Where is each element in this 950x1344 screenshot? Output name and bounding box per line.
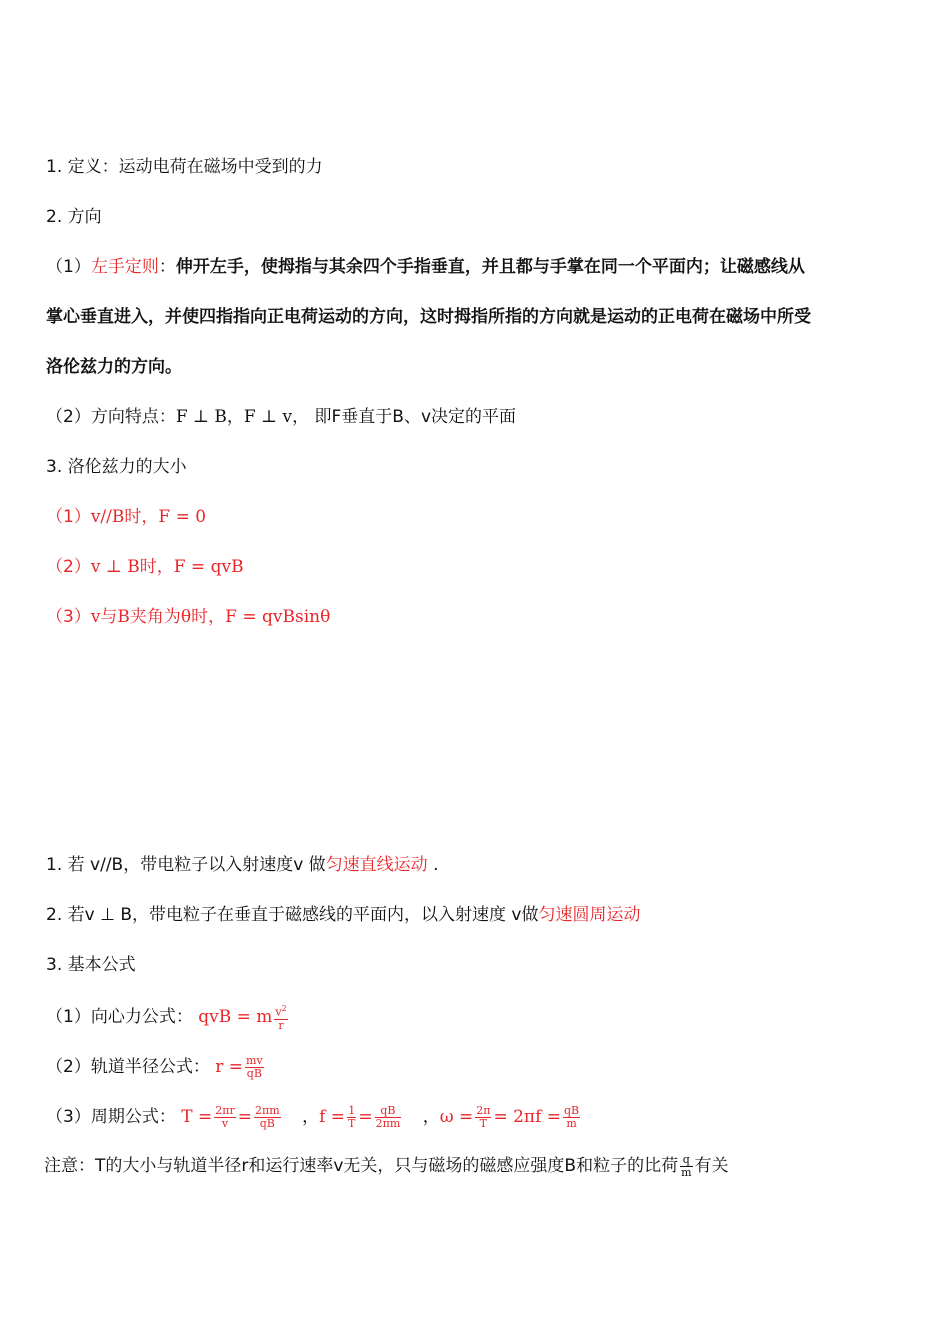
frequency-equation: f = $\frac{1}{T}$ = $\frac{qB}{2\pi m}$	[319, 1104, 401, 1130]
left-hand-rule-line3: 洛伦兹力的方向。	[46, 357, 182, 377]
case-perpendicular: （2）v ⊥ B时，F = qvB	[46, 557, 244, 577]
motion-perpendicular: 2. 若v ⊥ B，带电粒子在垂直于磁感线的平面内，以入射速度 v做匀速圆周运动	[46, 905, 641, 925]
radius-formula: （2）轨道半径公式： r = $\frac{mv}{qB}$	[46, 1052, 266, 1082]
radius-equation: r = $\frac{mv}{qB}$	[215, 1054, 263, 1080]
case-angle: （3）v与B夹角为θ时，F = qvBsinθ	[46, 607, 331, 627]
note-line: 注意：T的大小与轨道半径r和运行速率v无关，只与磁场的磁感应强度B和粒子的比荷 $\frac{q}{m}$ 有关	[44, 1152, 729, 1179]
specific-charge-fraction: $\frac{q}{m}$	[681, 1152, 692, 1179]
centripetal-equation: qvB = m $\frac{v^2}{r}$	[198, 1004, 287, 1032]
def-line: 1. 定义：运动电荷在磁场中受到的力	[46, 157, 323, 177]
direction-heading: 2. 方向	[46, 207, 102, 227]
case-parallel: （1）v//B时，F = 0	[46, 507, 207, 527]
angular-frequency-equation: ω = $\frac{2\pi}{T}$ = 2πf = $\frac{qB}{m}$	[439, 1104, 580, 1130]
left-hand-rule-term: 左手定则	[90, 257, 159, 277]
period-formula: （3）周期公式： T = $\frac{2\pi r}{v}$ = $\frac{2\pi m}{qB}$ ，f = $\frac{1}{T}$ = $\frac{qB}{2\pi m}$ ，ω = $\frac{2\pi}{T}$ = 2πf = $\frac{qB}{m}$	[46, 1102, 582, 1132]
left-hand-rule-line2: 掌心垂直进入，并使四指指向正电荷运动的方向，这时拇指所指的方向就是运动的正电荷在磁场中所受	[46, 307, 811, 327]
basic-formulas-heading: 3. 基本公式	[46, 955, 136, 975]
magnitude-heading: 3. 洛伦兹力的大小	[46, 457, 187, 477]
centripetal-formula: （1）向心力公式： qvB = m $\frac{v^2}{r}$	[46, 1002, 290, 1032]
left-hand-rule-line1: （1）左手定则：伸开左手，使拇指与其余四个手指垂直，并且都与手掌在同一个平面内；让磁感线从	[46, 257, 805, 277]
motion-parallel: 1. 若 v//B，带电粒子以入射速度v 做匀速直线运动 .	[46, 855, 439, 875]
direction-feature: （2）方向特点：F ⊥ B，F ⊥ v， 即F垂直于B、v决定的平面	[46, 407, 517, 427]
period-equation: T = $\frac{2\pi r}{v}$ = $\frac{2\pi m}{qB}$	[181, 1104, 280, 1130]
